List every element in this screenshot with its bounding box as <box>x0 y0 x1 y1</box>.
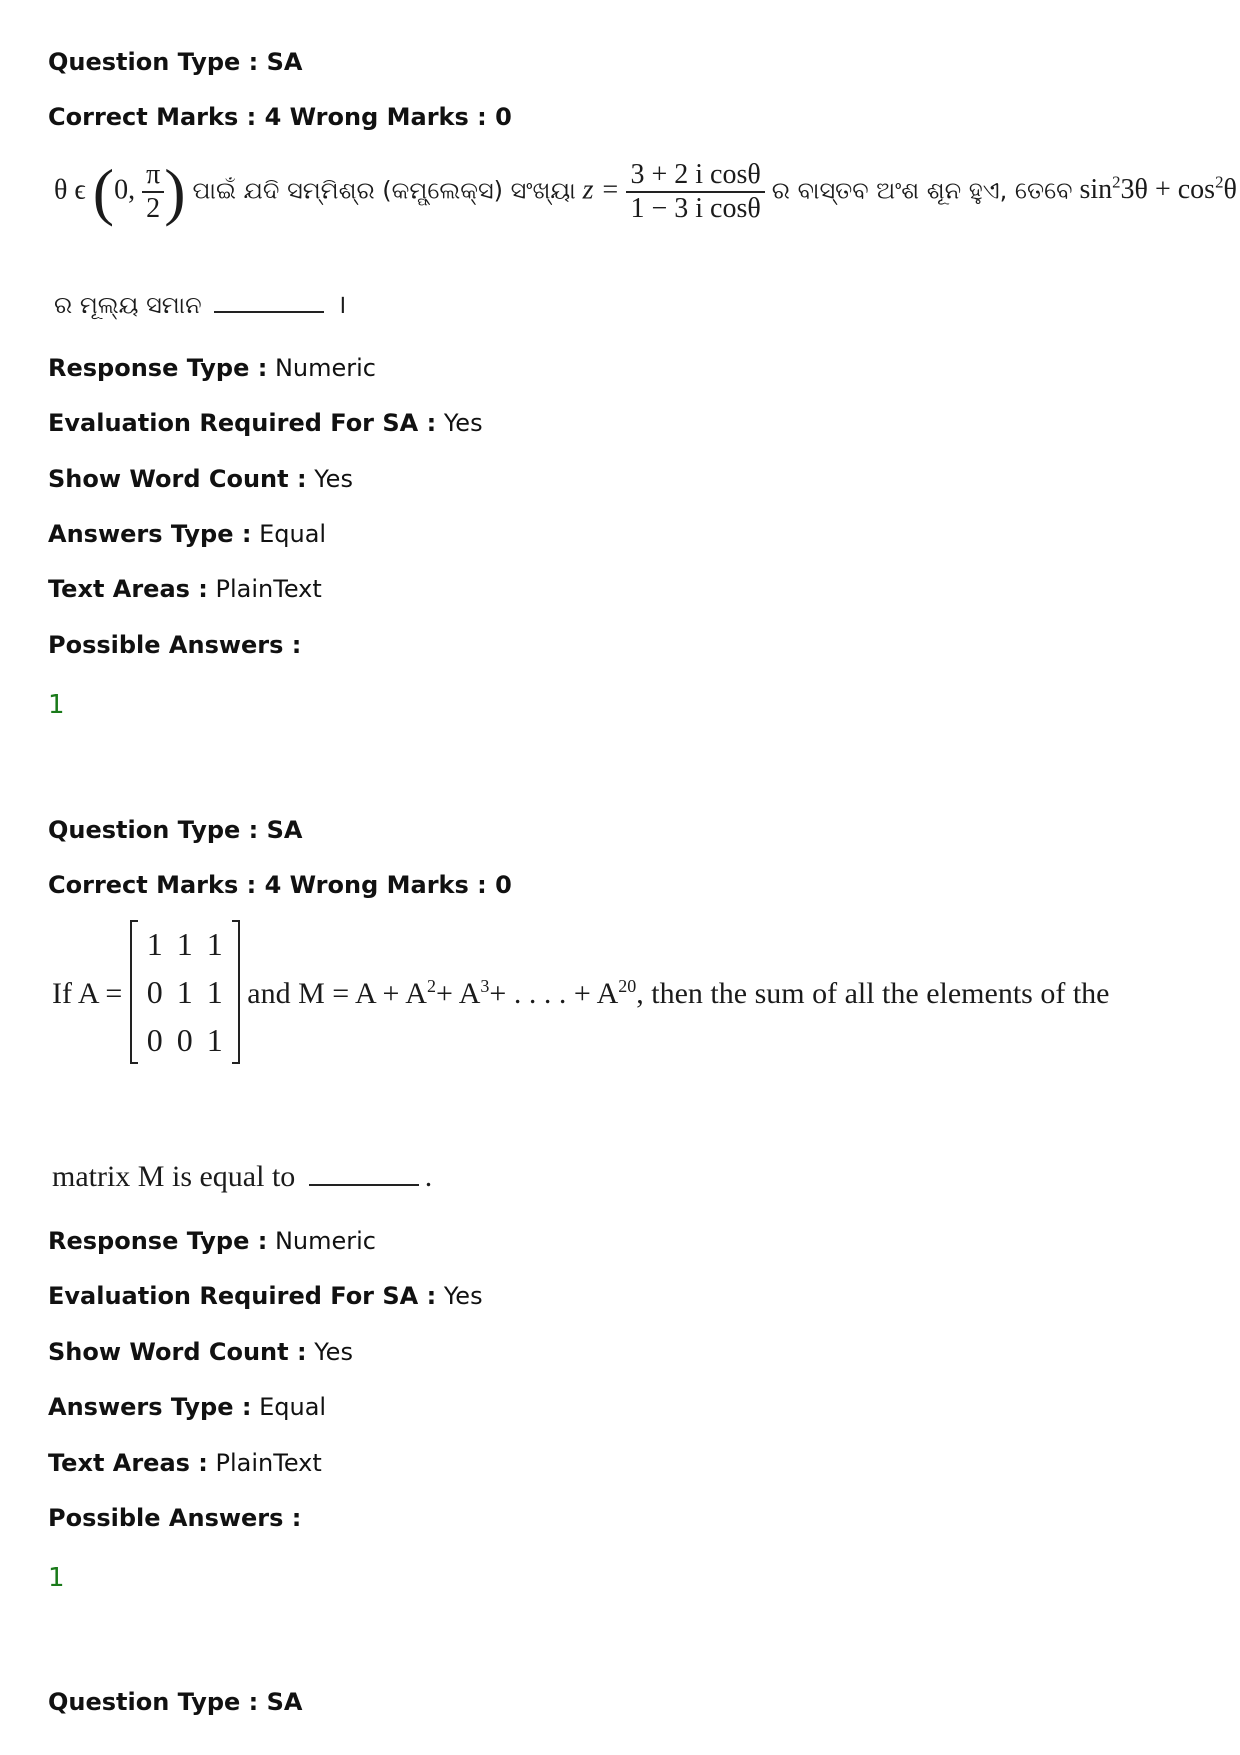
question-type-line <box>48 1687 302 1717</box>
field-answers-type <box>48 1392 326 1422</box>
field-label: Answers Type : <box>48 520 252 548</box>
stem-denominator: 1 − 3 i cosθ <box>630 193 761 224</box>
field-label: Evaluation Required For SA : <box>48 409 437 437</box>
question-type-label: Question Type : <box>48 816 259 844</box>
field-label: Response Type : <box>48 354 268 382</box>
stem-if-a: If A = <box>52 976 123 1010</box>
field-evaluation-required <box>48 408 483 438</box>
marks-line: Correct Marks : 4 Wrong Marks : 0 <box>48 103 512 131</box>
question-type-line <box>48 47 302 77</box>
matrix-cell: 1 <box>146 926 163 962</box>
question-type-value: SA <box>266 816 303 844</box>
matrix-cell: 1 <box>206 926 223 962</box>
stem-and-m: and M = A + A <box>247 976 427 1010</box>
stem-two: 2 <box>146 193 161 224</box>
matrix-a <box>130 920 240 1072</box>
stem-theta: θ ϵ <box>54 174 86 206</box>
question-type-label: Question Type : <box>48 1688 259 1716</box>
stem-sup-b: 2 <box>1215 173 1224 193</box>
possible-answers-label: Possible Answers : <box>48 631 302 659</box>
field-value: Yes <box>314 465 353 493</box>
stem-power-20: 20 <box>618 975 637 996</box>
matrix-cell: 1 <box>176 974 193 1010</box>
field-response-type <box>48 353 376 383</box>
matrix-brackets <box>130 920 240 1064</box>
matrix-row <box>140 920 230 968</box>
matrix-cell: 0 <box>176 1022 193 1058</box>
answer-blank <box>214 291 324 313</box>
field-value: PlainText <box>215 1449 322 1477</box>
stem-z-equals: z = <box>582 174 620 206</box>
field-response-type <box>48 1226 376 1256</box>
field-label: Show Word Count : <box>48 1338 307 1366</box>
stem-dots: + . . . . + A <box>489 976 619 1010</box>
field-value: Yes <box>443 409 483 437</box>
stem-theta-end: θ <box>1223 174 1237 206</box>
matrix-cell: 1 <box>206 974 223 1010</box>
field-text-areas <box>48 1448 322 1478</box>
matrix-cell: 0 <box>146 1022 163 1058</box>
matrix-cell: 1 <box>176 926 193 962</box>
question-stem-line-1 <box>54 155 1237 229</box>
question-type-label: Question Type : <box>48 48 259 76</box>
stem-sum-expression <box>247 977 1109 1010</box>
answer-blank <box>309 1164 419 1186</box>
stem-sin: sin <box>1079 174 1113 206</box>
stem-tail: , then the sum of all the elements of the <box>636 976 1110 1010</box>
field-evaluation-required <box>48 1281 483 1311</box>
stem-pi: π <box>142 159 164 193</box>
field-show-word-count <box>48 1337 353 1367</box>
stem-power-3: 3 <box>480 975 490 996</box>
matrix-table <box>140 920 230 1064</box>
stem-numerator: 3 + 2 i cosθ <box>626 159 764 193</box>
possible-answer-value: 1 <box>48 1563 65 1593</box>
field-show-word-count <box>48 464 353 494</box>
marks-line: Correct Marks : 4 Wrong Marks : 0 <box>48 871 512 899</box>
stem-odia-part-1: ପାଇଁ ଯଦି ସମ୍ମିଶ୍ର (କମ୍ପ୍ଲେକ୍ସ) ସଂଖ୍ୟା <box>192 176 576 205</box>
field-label: Text Areas : <box>48 1449 208 1477</box>
stem-power-2: 2 <box>426 975 436 996</box>
matrix-row <box>140 968 230 1016</box>
question-stem-line-2 <box>52 1160 432 1194</box>
field-value: Yes <box>443 1282 483 1310</box>
stem-paren-open: ( <box>92 156 115 227</box>
stem-odia-part-2: ର ବାସ୍ତବ ଅଂଶ ଶୂନ ହୁଏ, ତେବେ <box>771 176 1073 205</box>
field-label: Evaluation Required For SA : <box>48 1282 437 1310</box>
field-label: Show Word Count : <box>48 465 307 493</box>
matrix-cell: 0 <box>146 974 163 1010</box>
field-label: Response Type : <box>48 1227 268 1255</box>
stem-sup-a: 2 <box>1112 173 1121 193</box>
question-type-line <box>48 815 302 845</box>
field-value: PlainText <box>215 575 322 603</box>
possible-answers-label: Possible Answers : <box>48 1504 302 1532</box>
field-answers-type <box>48 519 326 549</box>
question-type-value: SA <box>266 1688 303 1716</box>
stem-line2-text: matrix M is equal to <box>52 1160 296 1193</box>
stem-cos: 3θ + cos <box>1120 174 1216 206</box>
question-stem-line-2 <box>54 285 347 321</box>
matrix-cell: 1 <box>206 1022 223 1058</box>
field-text-areas <box>48 574 322 604</box>
stem-fraction <box>626 159 764 225</box>
stem-plus: + A <box>435 976 481 1010</box>
question-stem-line-1 <box>52 920 1109 1072</box>
stem-line2-end: . <box>424 1160 433 1193</box>
field-value: Numeric <box>274 354 376 382</box>
stem-paren-close: ) <box>164 156 186 227</box>
stem-line2-end: । <box>336 290 347 319</box>
stem-line2-text: ର ମୂଲ୍ୟ ସମାନ <box>54 291 202 319</box>
possible-answer-value: 1 <box>48 690 65 720</box>
field-value: Numeric <box>274 1227 376 1255</box>
field-value: Yes <box>314 1338 353 1366</box>
stem-interval-start: 0, <box>114 174 136 206</box>
question-type-value: SA <box>266 48 303 76</box>
stem-pi-over-two <box>142 159 164 225</box>
field-value: Equal <box>259 520 327 548</box>
matrix-row <box>140 1016 230 1064</box>
stem-expression <box>1079 174 1236 205</box>
field-label: Answers Type : <box>48 1393 252 1421</box>
field-value: Equal <box>259 1393 327 1421</box>
field-label: Text Areas : <box>48 575 208 603</box>
